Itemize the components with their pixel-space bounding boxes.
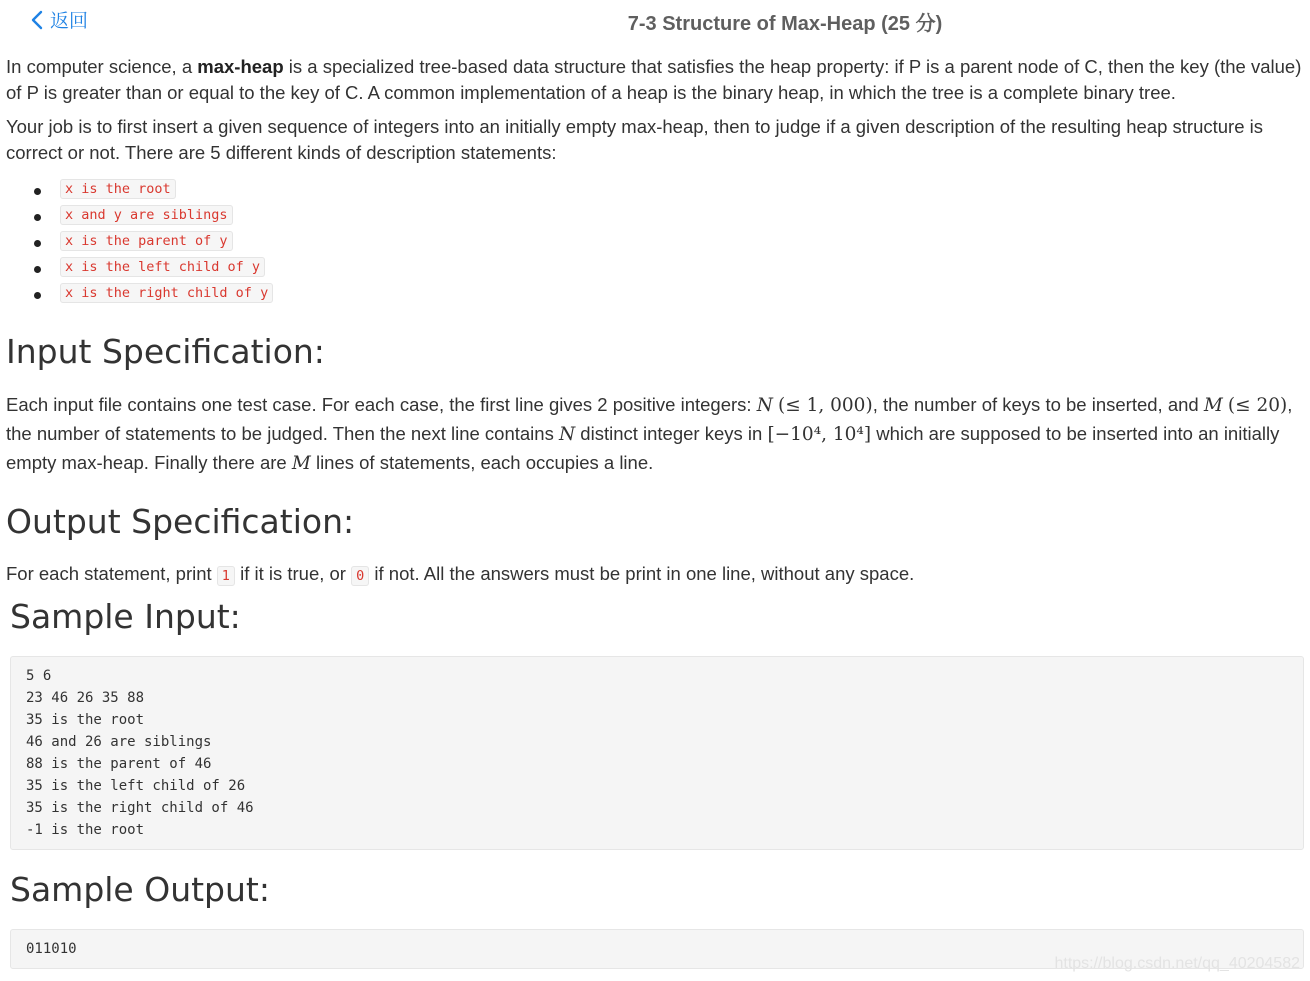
sample-input-code[interactable]: 5 6 23 46 26 35 88 35 is the root 46 and 26 are siblings 88 is the parent of 46 35 is the left child of 26 35 is the right child of 46 -1 is the root	[10, 656, 1304, 850]
spec-text: distinct integer keys in	[575, 423, 768, 444]
math-var: M	[291, 453, 311, 474]
spec-text: For each statement, print	[6, 563, 217, 584]
inline-code: 1	[217, 566, 235, 586]
watermark: https://blog.csdn.net/qq_40204582	[1054, 955, 1300, 972]
spec-text: Each input file contains one test case. For each case, the first line gives 2 positive integers:	[6, 394, 757, 415]
math-expr: [−10⁴, 10⁴]	[767, 424, 872, 445]
sample-output-code[interactable]: 011010	[10, 929, 1304, 969]
math-expr: (≤ 20)	[1227, 395, 1288, 416]
statement-code: x is the root	[60, 179, 176, 199]
spec-text: lines of statements, each occupies a line.	[310, 452, 654, 473]
input-spec-text	[6, 391, 1304, 478]
intro-paragraph-2: Your job is to first insert a given sequence of integers into an initially empty max-heap, then to judge if a given description of the resulting heap structure is correct or not. There are 5 different kinds of description statements:	[6, 116, 1263, 163]
statement-code: x is the parent of y	[60, 231, 233, 251]
bold-term: max-heap	[197, 56, 284, 77]
sample-input-heading: Sample Input:	[10, 597, 241, 636]
spec-text: if not. All the answers must be print in one line, without any space.	[369, 563, 915, 584]
list-item	[34, 232, 1304, 258]
back-label: 返回	[50, 11, 89, 32]
problem-content	[6, 54, 1304, 969]
statement-code: x is the left child of y	[60, 257, 265, 277]
spec-text: which are supposed to be inserted into an initially empty max-heap. Finally there are	[6, 423, 1280, 473]
intro-text: In computer science, a	[6, 56, 198, 77]
top-bar	[0, 0, 1310, 40]
list-item	[34, 258, 1304, 284]
math-var: N	[756, 395, 773, 416]
bullet-icon	[34, 240, 41, 247]
output-spec-heading: Output Specification:	[6, 502, 355, 541]
inline-code: 0	[351, 566, 369, 586]
statement-code: x and y are siblings	[60, 205, 233, 225]
list-item	[34, 180, 1304, 206]
statement-code: x is the right child of y	[60, 283, 273, 303]
intro-paragraph-1	[6, 54, 1304, 106]
spec-text: , the number of keys to be inserted, and	[872, 394, 1204, 415]
input-spec-heading: Input Specification:	[6, 332, 325, 371]
list-item	[34, 206, 1304, 232]
output-spec-text	[6, 561, 1304, 589]
bullet-icon	[34, 292, 41, 299]
intro-text: is a specialized tree-based data structure that satisfies the heap property: if P is a parent node of C, then the key (the value) of P is greater than or equal to the key of C. A common implementation of a heap is the binary heap, in which the tree is a complete binary tree.	[6, 56, 1302, 103]
spec-text: if it is true, or	[234, 563, 352, 584]
spec-text: , the number of statements to be judged. Then the next line contains	[6, 394, 1293, 444]
bullet-icon	[34, 214, 41, 221]
page-title: 7-3 Structure of Max-Heap (25 分)	[627, 13, 943, 35]
statement-list	[6, 180, 1304, 310]
math-expr: (≤ 1, 000)	[778, 395, 873, 416]
bullet-icon	[34, 266, 41, 273]
math-var: N	[558, 424, 576, 445]
sample-output-heading: Sample Output:	[10, 870, 270, 909]
list-item	[34, 284, 1304, 310]
math-var: M	[1203, 395, 1223, 416]
bullet-icon	[34, 188, 41, 195]
